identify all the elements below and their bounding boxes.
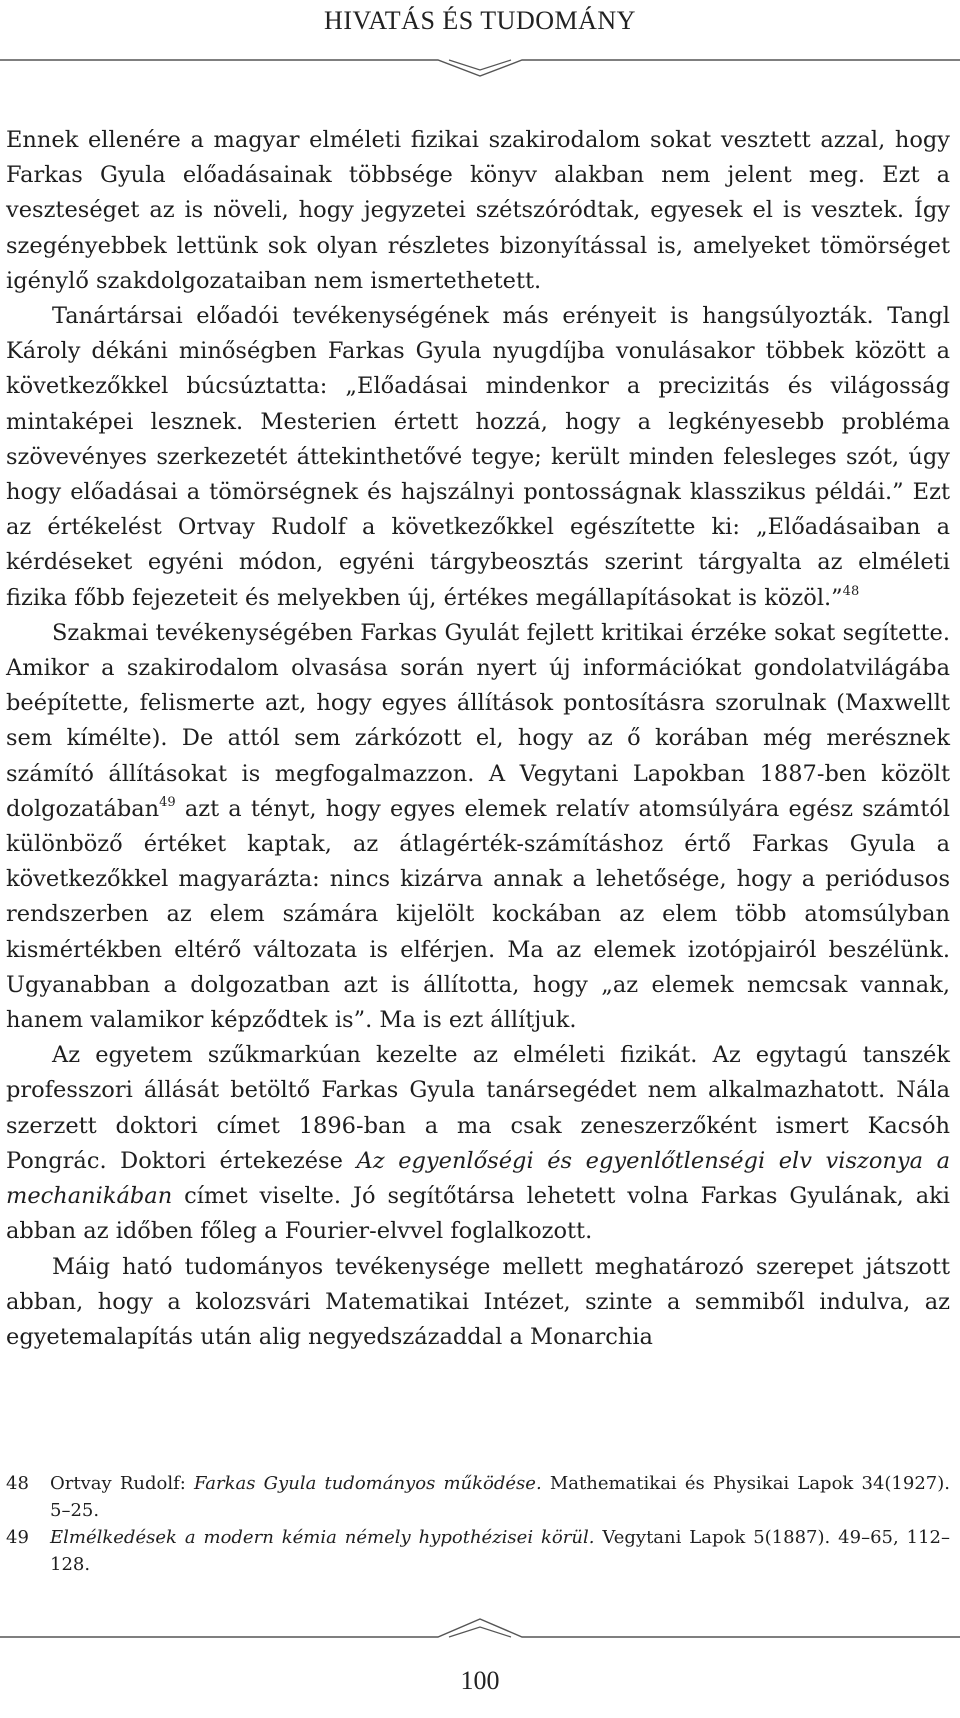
paragraph-1: Ennek ellenére a magyar elméleti fizikai szakirodalom sokat vesztett azzal, hogy Farkas Gyula előadásainak többsége könyv alakban nem jelent meg. Ezt a veszteséget az is növeli, hogy jegyzetei szétszóródtak, egyesek el is vesztek. Így szegényebbek lettünk sok olyan részletes bizonyítással is, amelyeket tömörséget igénylő szakdolgozataiban nem ismertethetett.	[6, 127, 950, 294]
article-body	[6, 123, 950, 1355]
footnote-title: Farkas Gyula tudományos működése.	[194, 1473, 542, 1494]
paragraph-2-text: Tanártársai előadói tevékenységének más erényeit is hangsúlyozták. Tangl Károly dékáni minőségben Farkas Gyula nyugdíjba vonulásakor többek között a következőkkel búcsúztatta: „Előadásai mindenkor a precizitás és világosság mintaképei lesznek. Mesterien értett hozzá, hogy a legkényesebb probléma szövevényes szerkezetét áttekinthetővé tegye; került minden felesleges szót, úgy hogy előadásai a tömörségnek és hajszálnyi pontosságnak klasszikus példái.” Ezt az értékelést Ortvay Rudolf a következőkkel egészítette ki: „Előadásaiban a kérdéseket egyéni módon, egyéni tárgybeosztás szerint tárgyalta az elméleti fizika főbb fejezeteit és melyekben új, értékes megállapításokat is közöl.”	[6, 303, 950, 611]
dissertation-title: Az egyenlőségi és egyenlőtlenségi elv viszonya a mechanikában	[6, 1147, 950, 1210]
footnote-ref-48: 48	[842, 583, 860, 599]
footnotes	[6, 1470, 950, 1578]
footnote-title: Elmélkedések a modern kémia némely hypothézisei körül.	[50, 1527, 595, 1548]
paragraph-3-text-b: azt a tényt, hogy egyes elemek relatív atomsúlyára egész számtól különböző értéket kaptak, az átlagérték-számításhoz értő Farkas Gyula a következőkkel magyarázta: nincs kizárva annak a lehetősége, hogy a periódusos rendszerben az elem számára kijelölt kockában az elem több atomsúlyban kismértékben eltérő változata is elférjen. Ma az elemek izotópjairól beszélünk. Ugyanabban a dolgozatban azt is állította, hogy „az elemek nemcsak vannak, hanem valamikor képződtek is”. Ma is ezt állítjuk.	[6, 795, 950, 1034]
footnote	[6, 1470, 950, 1524]
paragraph-4	[6, 1038, 950, 1249]
paragraph-3-text-a: Szakmai tevékenységében Farkas Gyulát fejlett kritikai érzéke sokat segítette. Amikor a szakirodalom olvasása során nyert új információkat gondolatvilágába beépítette, felismerte azt, hogy egyes állítások pontosításra szorulnak (Maxwellt sem kímélte). De attól sem zárkózott el, hogy az ő korában még merésznek számító állításokat is megfogalmazzon. A Vegytani Lapokban 1887-ben közölt dolgozatában	[6, 619, 950, 822]
footnote-number: 49	[6, 1527, 29, 1548]
footnote-text	[50, 1470, 950, 1524]
paragraph-5: Máig ható tudományos tevékenysége mellett meghatározó szerepet játszott abban, hogy a kolozsvári Matematikai Intézet, szinte a semmiből indulva, az egyetemalapítás után alig negyedszázaddal a Monarchia	[6, 1253, 950, 1350]
paragraph-4-text-a: Az egyetem szűkmarkúan kezelte az elméleti fizikát. Az egytagú tanszék professzori állását betöltő Farkas Gyula tanársegédet nem alkalmazhatott. Nála szerzett doktori címet 1896-ban a ma csak zeneszerzőként ismert Kacsóh Pongrác. Doktori értekezése	[6, 1042, 950, 1174]
footer-divider	[0, 1607, 960, 1647]
paragraph-3	[6, 616, 950, 1038]
paragraph-2	[6, 299, 950, 616]
footnote-author: Ortvay Rudolf:	[50, 1473, 195, 1494]
running-head-title: HIVATÁS ÉS TUDOMÁNY	[324, 6, 636, 35]
footnote-source: Mathematikai és Physikai Lapok 34(1927). 5–25.	[50, 1473, 950, 1521]
footnote	[6, 1524, 950, 1578]
header-divider	[0, 50, 960, 90]
footnote-ref-49: 49	[159, 794, 176, 810]
footnote-source: Vegytani Lapok 5(1887). 49–65, 112–128.	[50, 1527, 950, 1575]
paragraph-4-text-b: címet viselte. Jó segítőtársa lehetett volna Farkas Gyulának, aki abban az időben főleg a Fourier-elvvel foglalkozott.	[6, 1183, 950, 1245]
footnote-number: 48	[6, 1473, 29, 1494]
footnote-text	[50, 1524, 950, 1578]
page-number: 100	[460, 1666, 500, 1695]
